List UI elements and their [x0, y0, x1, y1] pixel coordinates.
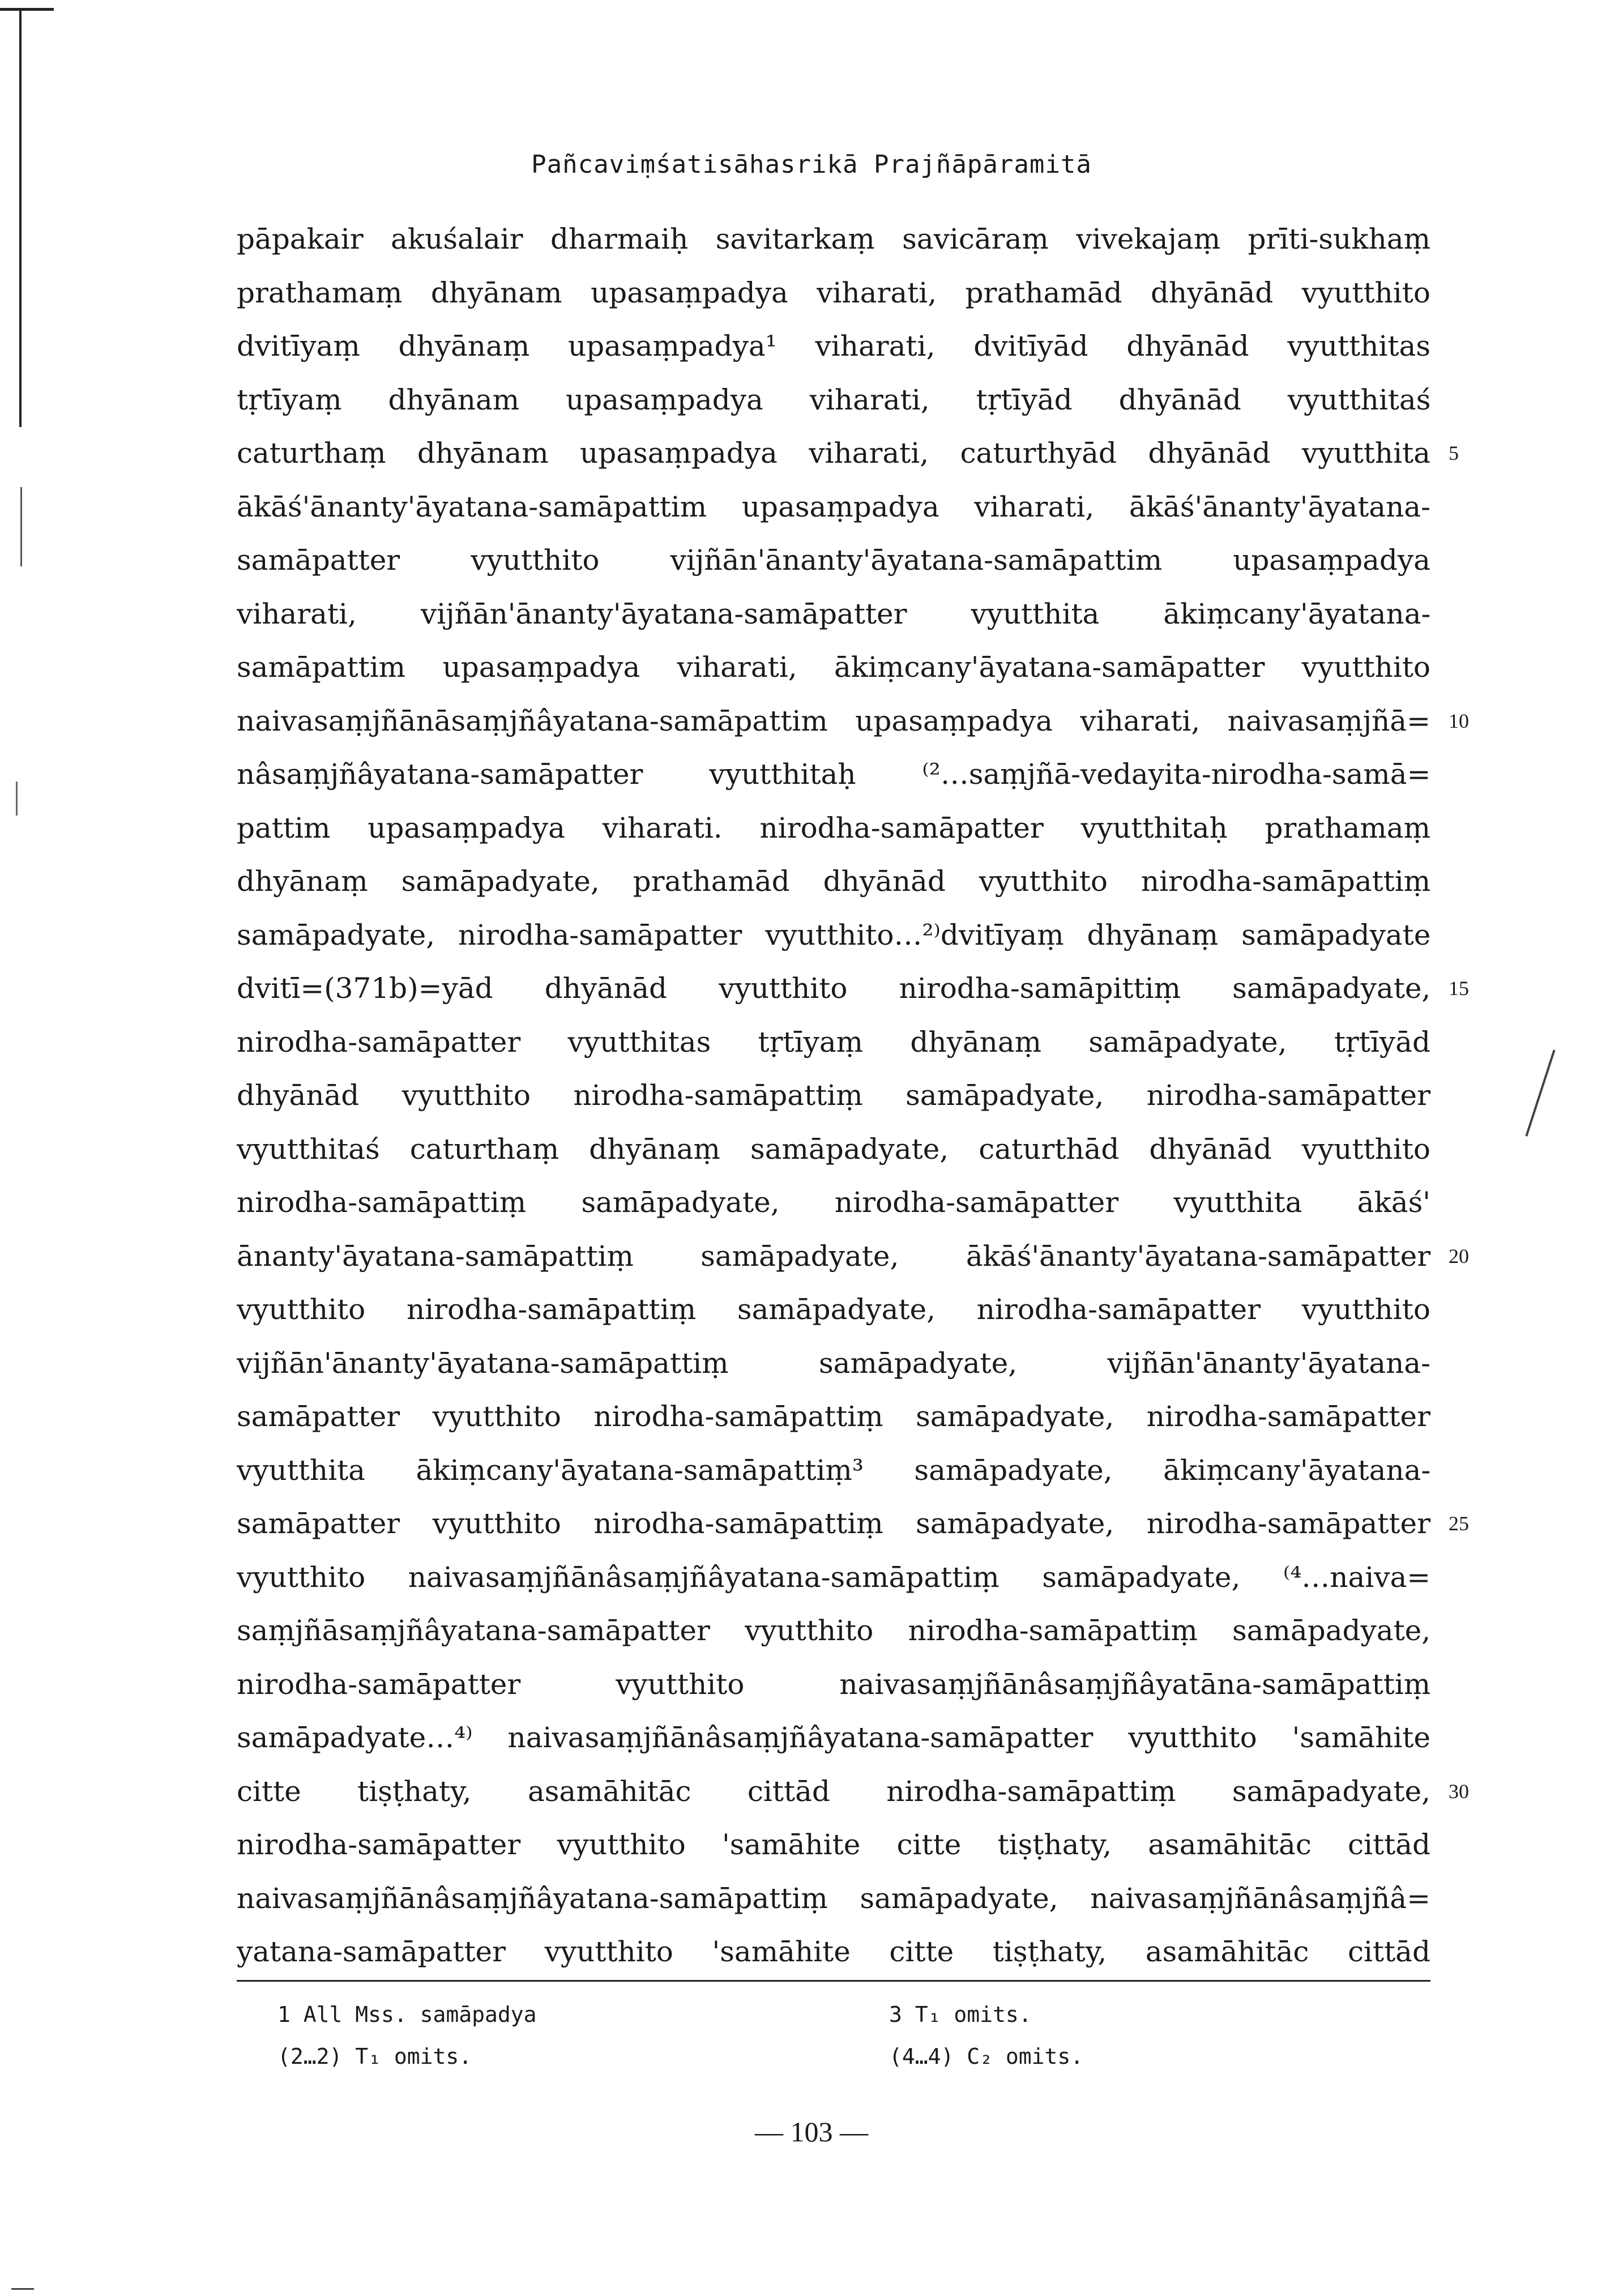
line-text: dhyānād vyutthito nirodha-samāpattiṃ samāpadyate, nirodha-samāpatter	[237, 1079, 1430, 1112]
text-line	[237, 1765, 1469, 1819]
line-text: vyutthita ākiṃcany'āyatana-samāpattiṃ³ samāpadyate, ākiṃcany'āyatana-	[237, 1453, 1431, 1487]
line-text: nirodha-samāpatter vyutthitas tṛtīyaṃ dhyānaṃ samāpadyate, tṛtīyād	[237, 1025, 1430, 1059]
scan-edge-mark	[11, 2288, 34, 2290]
line-text: naivasaṃjñānāsaṃjñâyatana-samāpattim upasaṃpadya viharati, naivasaṃjñā=	[237, 704, 1430, 737]
text-line	[237, 1230, 1469, 1283]
text-line	[237, 1711, 1430, 1765]
text-line	[237, 1283, 1430, 1337]
pencil-mark	[1525, 1049, 1555, 1136]
text-line	[237, 1337, 1430, 1390]
text-line	[237, 1497, 1469, 1551]
footnote-divider	[237, 1980, 1430, 1982]
text-line	[237, 534, 1430, 587]
line-text: nirodha-samāpatter vyutthito 'samāhite citte tiṣṭhaty, asamāhitāc cittād	[237, 1828, 1431, 1861]
text-line	[237, 587, 1430, 641]
line-text: ānanty'āyatana-samāpattiṃ samāpadyate, ākāś'ānanty'āyatana-samāpatter	[237, 1239, 1431, 1273]
text-line	[237, 1390, 1430, 1444]
text-line	[237, 266, 1430, 320]
text-line	[237, 319, 1430, 373]
page-number: — 103 —	[755, 2116, 868, 2148]
text-line	[237, 1444, 1430, 1497]
running-header: Pañcaviṃśatisāhasrikā Prajñāpāramitā	[531, 150, 1092, 179]
line-text: vijñān'ānanty'āyatana-samāpattiṃ samāpadyate, vijñān'ānanty'āyatana-	[237, 1346, 1430, 1380]
line-text: dvitīyaṃ dhyānaṃ upasaṃpadya¹ viharati, dvitīyād dhyānād vyutthitas	[237, 330, 1430, 362]
line-text: vyutthitaś caturthaṃ dhyānaṃ samāpadyate, caturthād dhyānād vyutthito	[237, 1132, 1431, 1166]
line-text: tṛtīyaṃ dhyānam upasaṃpadya viharati, tṛtīyād dhyānād vyutthitaś	[237, 383, 1431, 416]
text-line	[237, 1925, 1430, 1979]
line-text: samāpadyate…⁴⁾ naivasaṃjñānâsaṃjñâyatana-samāpatter vyutthito 'samāhite	[237, 1721, 1430, 1754]
line-text: caturthaṃ dhyānam upasaṃpadya viharati, caturthyād dhyānād vyutthita	[237, 437, 1430, 470]
text-line	[237, 373, 1430, 427]
line-text: nâsaṃjñâyatana-samāpatter vyutthitaḥ ⁽²…saṃjñā-vedayita-nirodha-samā=	[237, 758, 1431, 791]
text-line	[237, 1123, 1430, 1176]
line-text: samāpatter vyutthito nirodha-samāpattiṃ samāpadyate, nirodha-samāpatter	[237, 1400, 1430, 1433]
line-text: naivasaṃjñānâsaṃjñâyatana-samāpattiṃ samāpadyate, naivasaṃjñānâsaṃjñâ=	[237, 1881, 1430, 1915]
line-text: dhyānaṃ samāpadyate, prathamād dhyānād vyutthito nirodha-samāpattiṃ	[237, 865, 1431, 898]
line-text: pattim upasaṃpadya viharati. nirodha-samāpatter vyutthitaḥ prathamaṃ	[237, 811, 1430, 844]
line-text: samāpadyate, nirodha-samāpatter vyutthito…²⁾dvitīyaṃ dhyānaṃ samāpadyate	[237, 918, 1431, 951]
text-line	[237, 480, 1430, 534]
line-text: dvitī=(371b)=yād dhyānād vyutthito nirodha-samāpittiṃ samāpadyate,	[237, 972, 1431, 1005]
body-text	[237, 212, 1469, 1979]
text-line	[237, 855, 1430, 908]
text-line	[237, 1872, 1430, 1926]
footnote: (4…4) C₂ omits.	[889, 2044, 1084, 2069]
text-line	[237, 801, 1430, 855]
footnote-row	[277, 2035, 1410, 2077]
line-text: citte tiṣṭhaty, asamāhitāc cittād nirodha-samāpattiṃ samāpadyate,	[237, 1774, 1430, 1808]
line-number: 30	[1449, 1779, 1469, 1803]
scan-edge-mark	[16, 782, 18, 816]
line-text: samāpatter vyutthito vijñān'ānanty'āyatana-samāpattim upasaṃpadya	[237, 544, 1430, 577]
text-line	[237, 641, 1430, 694]
footnotes	[277, 1994, 1410, 2077]
scan-edge-mark	[20, 487, 22, 566]
text-line	[237, 1015, 1430, 1069]
footnote-row	[277, 1994, 1410, 2035]
text-line	[237, 1176, 1430, 1230]
scan-edge-mark	[19, 8, 22, 427]
line-text: ākāś'ānanty'āyatana-samāpattim upasaṃpadya viharati, ākāś'ānanty'āyatana-	[237, 490, 1430, 523]
line-number: 15	[1449, 977, 1469, 1000]
text-line	[237, 426, 1459, 480]
text-line	[237, 1818, 1430, 1872]
text-line	[237, 1551, 1430, 1604]
text-line	[237, 212, 1430, 266]
footnote: 3 T₁ omits.	[889, 2002, 1032, 2027]
line-text: nirodha-samāpattiṃ samāpadyate, nirodha-samāpatter vyutthita ākāś'	[237, 1186, 1430, 1219]
line-text: vyutthito naivasaṃjñānâsaṃjñâyatana-samāpattiṃ samāpadyate, ⁽⁴…naiva=	[237, 1560, 1431, 1594]
text-line	[237, 1658, 1430, 1712]
line-text: prathamaṃ dhyānam upasaṃpadya viharati, prathamād dhyānād vyutthito	[237, 276, 1430, 309]
line-text: pāpakair akuśalair dharmaiḥ savitarkaṃ savicāraṃ vivekajaṃ prīti-sukhaṃ	[237, 223, 1430, 255]
text-line	[237, 1069, 1430, 1123]
line-text: nirodha-samāpatter vyutthito naivasaṃjñānâsaṃjñâyatāna-samāpattiṃ	[237, 1667, 1431, 1701]
text-line	[237, 694, 1469, 748]
text-line	[237, 748, 1430, 801]
line-text: viharati, vijñān'ānanty'āyatana-samāpatter vyutthita ākiṃcany'āyatana-	[237, 597, 1431, 630]
line-text: samāpatter vyutthito nirodha-samāpattiṃ samāpadyate, nirodha-samāpatter	[237, 1507, 1430, 1540]
line-text: yatana-samāpatter vyutthito 'samāhite citte tiṣṭhaty, asamāhitāc cittād	[237, 1935, 1430, 1968]
line-number: 25	[1449, 1512, 1469, 1535]
text-line	[237, 962, 1469, 1015]
line-number: 10	[1449, 709, 1469, 732]
text-line	[237, 1604, 1430, 1658]
footnote: 1 All Mss. samāpadya	[277, 2002, 537, 2027]
line-number: 20	[1449, 1244, 1469, 1268]
line-number: 5	[1449, 442, 1459, 464]
line-text: vyutthito nirodha-samāpattiṃ samāpadyate, nirodha-samāpatter vyutthito	[237, 1293, 1430, 1326]
footnote: (2…2) T₁ omits.	[277, 2044, 472, 2069]
line-text: samāpattim upasaṃpadya viharati, ākiṃcany'āyatana-samāpatter vyutthito	[237, 651, 1431, 684]
text-line	[237, 908, 1430, 962]
scan-edge-mark	[0, 8, 54, 11]
line-text: saṃjñāsaṃjñâyatana-samāpatter vyutthito nirodha-samāpattiṃ samāpadyate,	[237, 1614, 1431, 1647]
